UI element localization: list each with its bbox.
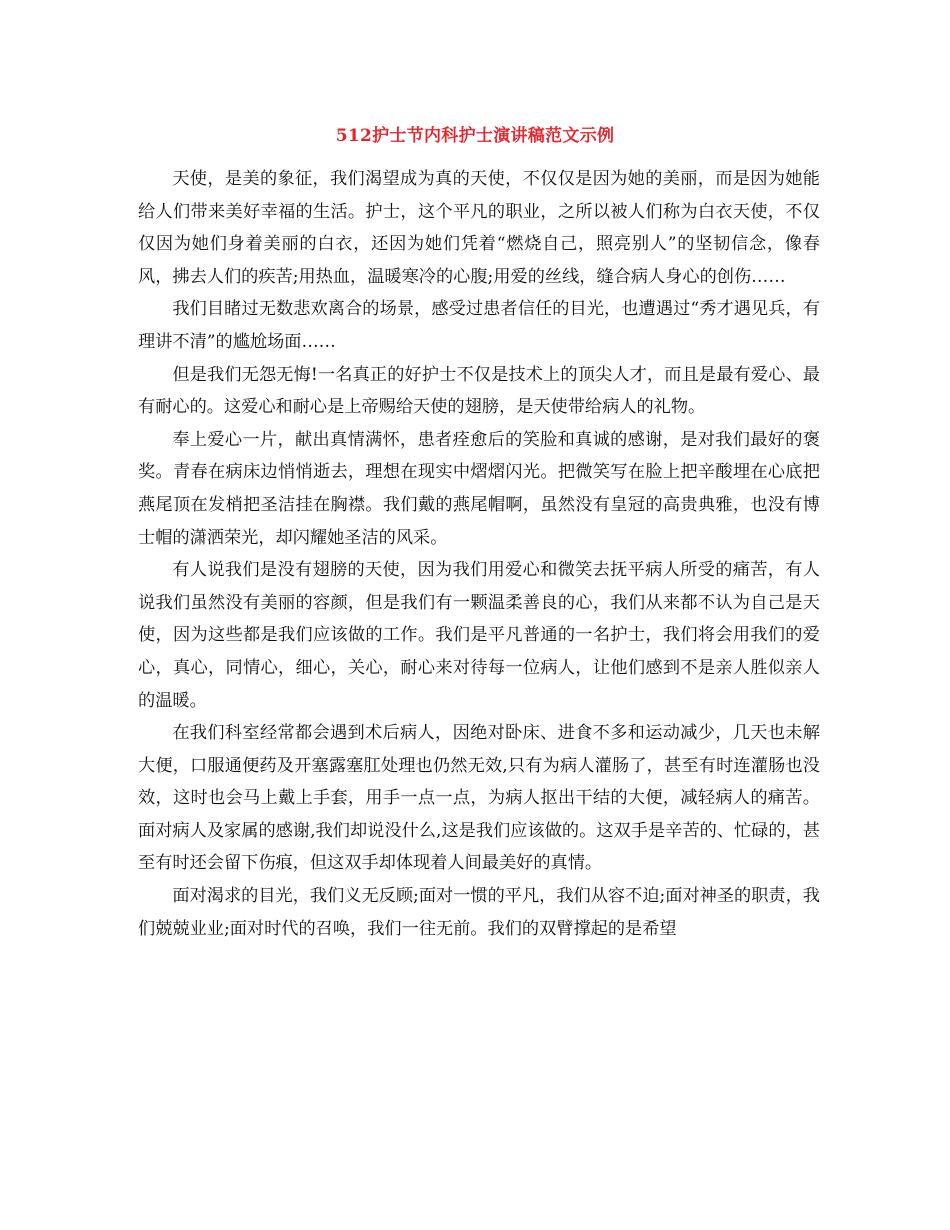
paragraph: 但是我们无怨无悔!一名真正的好护士不仅是技术上的顶尖人才，而且是最有爱心、最有耐心的。这爱心和耐心是上帝赐给天使的翅膀，是天使带给病人的礼物。 [138,364,820,418]
document-body [138,163,820,945]
paragraph: 天使，是美的象征，我们渴望成为真的天使，不仅仅是因为她的美丽，而是因为她能给人们带来美好幸福的生活。护士，这个平凡的职业，之所以被人们称为白衣天使，不仅仅因为她们身着美丽的白衣，还因为她们凭着“燃烧自己，照亮别人”的坚韧信念，像春风，拂去人们的疾苦;用热血，温暖寒冷的心腹;用爱的丝线，缝合病人身心的创伤…… [138,169,820,287]
paragraph: 在我们科室经常都会遇到术后病人，因绝对卧床、进食不多和运动减少，几天也未解大便，口服通便药及开塞露塞肛处理也仍然无效,只有为病人灌肠了，甚至有时连灌肠也没效，这时也会马上戴上手套，用手一点一点，为病人抠出干结的大便，减轻病人的痛苦。面对病人及家属的感谢,我们却说没什么,这是我们应该做的。这双手是辛苦的、忙碌的，甚至有时还会留下伤痕，但这双手却体现着人间最美好的真情。 [138,723,820,874]
paragraph: 有人说我们是没有翅膀的天使，因为我们用爱心和微笑去抚平病人所受的痛苦，有人说我们虽然没有美丽的容颜，但是我们有一颗温柔善良的心，我们从来都不认为自己是天使，因为这些都是我们应该做的工作。我们是平凡普通的一名护士，我们将会用我们的爱心，真心，同情心，细心，关心，耐心来对待每一位病人，让他们感到不是亲人胜似亲人的温暖。 [138,560,820,711]
paragraph: 我们目睹过无数悲欢离合的场景，感受过患者信任的目光，也遭遇过“秀才遇见兵，有理讲不清”的尴尬场面…… [138,299,820,352]
paragraph: 奉上爱心一片，献出真情满怀，患者痊愈后的笑脸和真诚的感谢，是对我们最好的褒奖。青春在病床边悄悄逝去，理想在现实中熠熠闪光。把微笑写在脸上把辛酸埋在心底把燕尾顶在发梢把圣洁挂在胸襟。我们戴的燕尾帽啊，虽然没有皇冠的高贵典雅，也没有博士帽的潇洒荣光，却闪耀她圣洁的风采。 [138,429,820,548]
paragraph: 面对渴求的目光，我们义无反顾;面对一惯的平凡，我们从容不迫;面对神圣的职责，我们兢兢业业;面对时代的召唤，我们一往无前。我们的双臂撑起的是希望 [138,886,820,939]
document-title: 512护士节内科护士演讲稿范文示例 [335,126,615,146]
